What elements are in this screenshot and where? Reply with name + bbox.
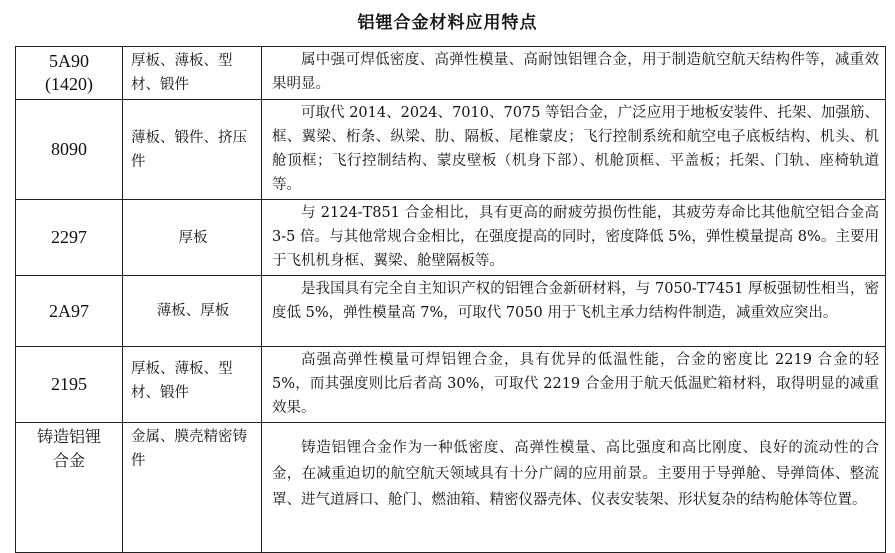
grade-cell (16, 47, 123, 100)
desc-text: 高强高弹性模量可焊铝锂合金，具有优异的低温性能，合金的密度比 2219 合金的轻 5%，而其强度则比后者高 30%，可取代 2219 合金用于航天低温贮箱材料，取得明显的减重效果。 (272, 352, 879, 416)
grade-label: 铸造铝锂合金 (36, 427, 101, 470)
form-label: 厚板 (178, 229, 208, 246)
desc-text: 可取代 2014、2024、7010、7075 等铝合金，广泛应用于地板安装件、托架、加强筋、框、翼梁、桁条、纵梁、肋、隔板、尾椎蒙皮；飞行控制系统和航空电子底板结构、机头、机舱顶框；飞行控制结构、蒙皮壁板（机身下部）、机舱顶框、平盖板；托架、门轨、座椅轨道等。 (272, 105, 879, 193)
form-label: 薄板、厚板 (156, 303, 230, 319)
grade-label: 2A97 (49, 300, 89, 321)
grade-cell (16, 423, 123, 553)
desc-cell (262, 423, 886, 553)
table-row (16, 276, 886, 347)
form-cell (123, 100, 262, 200)
desc-cell (262, 276, 886, 347)
desc-cell (262, 47, 886, 100)
form-cell (123, 347, 262, 423)
grade-cell (16, 200, 123, 276)
table-row (16, 347, 886, 423)
table-row (16, 200, 886, 276)
grade-label: 5A90 (1420) (45, 51, 93, 94)
desc-cell (262, 200, 886, 276)
desc-cell (262, 100, 886, 200)
desc-text: 与 2124-T851 合金相比，具有更高的耐疲劳损伤性能，其疲劳寿命比其他航空铝合金高 3-5 倍。与其他常规合金相比，在强度提高的同时，密度降低 5%，弹性模量提高 8%。主要用于飞机机身框、翼梁、舱壁隔板等。 (272, 205, 879, 269)
form-label: 金属、膜壳精密铸件 (131, 429, 247, 469)
grade-cell (16, 100, 123, 200)
form-label: 厚板、薄板、型材、锻件 (131, 361, 233, 401)
grade-cell (16, 347, 123, 423)
table-row (16, 47, 886, 100)
form-cell (123, 200, 262, 276)
grade-label: 2297 (51, 227, 87, 247)
grade-label: 8090 (51, 139, 87, 159)
table-row (16, 423, 886, 553)
form-label: 厚板、薄板、型材、锻件 (131, 53, 233, 93)
grade-label: 2195 (51, 374, 87, 394)
desc-text: 是我国具有完全自主知识产权的铝锂合金新研材料，与 7050-T7451 厚板强韧性相当，密度低 5%，弹性模量高 7%，可取代 7050 用于飞机主承力结构件制造，减重效应突出。 (272, 281, 879, 321)
alloy-table (15, 46, 886, 553)
desc-text: 铸造铝锂合金作为一种低密度、高弹性模量、高比强度和高比刚度、良好的流动性的合金，在减重迫切的航空航天领域具有十分广阔的应用前景。主要用于导弹舱、导弹筒体、整流罩、进气道唇口、舱门、燃油箱、精密仪器壳体、仪表安装架、形状复杂的结构舱体等位置。 (272, 440, 879, 508)
form-cell (123, 276, 262, 347)
grade-cell (16, 276, 123, 347)
table-row (16, 100, 886, 200)
form-cell (123, 423, 262, 553)
desc-cell (262, 347, 886, 423)
form-label: 薄板、锻件、挤压件 (131, 129, 247, 170)
desc-text: 属中强可焊低密度、高弹性模量、高耐蚀铝锂合金，用于制造航空航天结构件等，减重效果明显。 (272, 52, 879, 92)
form-cell (123, 47, 262, 100)
table-title: 铝锂合金材料应用特点 (357, 13, 538, 33)
